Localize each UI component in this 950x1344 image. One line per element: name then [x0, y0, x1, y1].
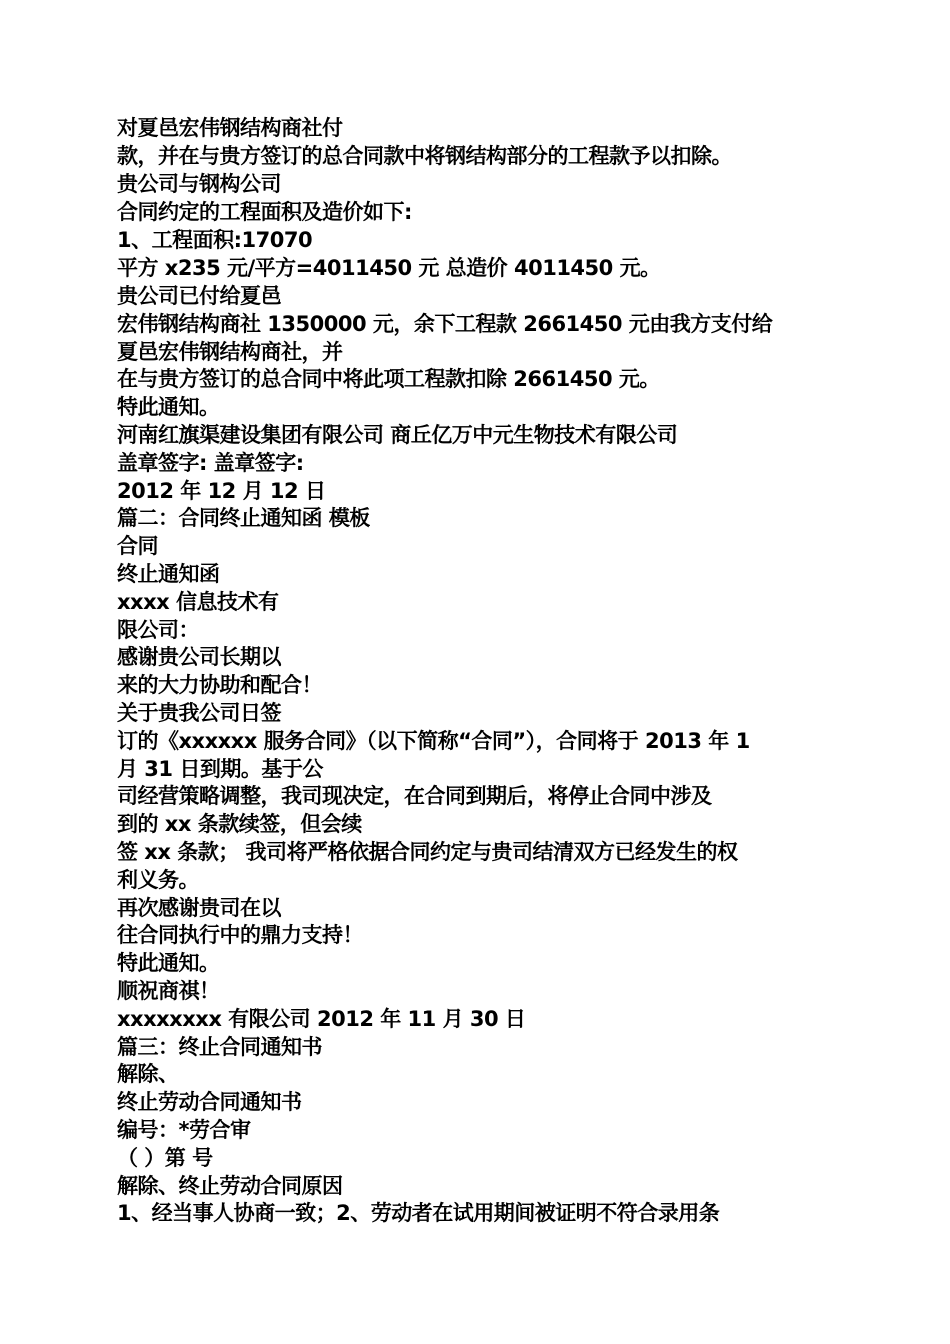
text-line: 解除、终止劳动合同原因 — [117, 1174, 343, 1198]
text-line: 宏伟钢结构商社 1350000 元，余下工程款 2661450 元由我方支付给 — [117, 312, 773, 336]
text-line: （ ）第 号 — [117, 1146, 213, 1170]
text-line: 往合同执行中的鼎力支持！ — [117, 923, 363, 947]
text-line: 感谢贵公司长期以 — [117, 645, 281, 669]
text-line: 到的 xx 条款续签，但会续 — [117, 812, 362, 836]
text-line: 夏邑宏伟钢结构商社，并 — [117, 340, 343, 364]
section-heading: 篇三：终止合同通知书 — [117, 1035, 322, 1059]
date-line: xxxxxxxx 有限公司 2012 年 11 月 30 日 — [117, 1007, 526, 1031]
text-line: 特此通知。 — [117, 395, 220, 419]
text-line: 终止通知函 — [117, 562, 220, 586]
text-line: 利义务。 — [117, 868, 199, 892]
text-line: 对夏邑宏伟钢结构商社付 — [117, 116, 343, 140]
text-line: 盖章签字: 盖章签字: — [117, 451, 304, 475]
text-line: 特此通知。 — [117, 951, 220, 975]
text-line: 1、工程面积:17070 — [117, 228, 313, 252]
text-line: 终止劳动合同通知书 — [117, 1090, 302, 1114]
text-line: 平方 x235 元/平方=4011450 元 总造价 4011450 元。 — [117, 256, 661, 280]
text-line: 合同 — [117, 534, 158, 558]
text-line: 在与贵方签订的总合同中将此项工程款扣除 2661450 元。 — [117, 367, 660, 391]
text-line: 1、经当事人协商一致；2、劳动者在试用期间被证明不符合录用条 — [117, 1201, 720, 1225]
text-line: 来的大力协助和配合！ — [117, 673, 322, 697]
text-line: 贵公司已付给夏邑 — [117, 284, 281, 308]
text-line: 月 31 日到期。基于公 — [117, 757, 323, 781]
text-line: 合同约定的工程面积及造价如下: — [117, 200, 412, 224]
text-line: 关于贵我公司日签 — [117, 701, 281, 725]
text-line: 签 xx 条款； 我司将严格依据合同约定与贵司结清双方已经发生的权 — [117, 840, 738, 864]
text-line: 订的《xxxxxx 服务合同》（以下简称“合同”），合同将于 2013 年 1 — [117, 729, 750, 753]
text-line: 限公司： — [117, 618, 199, 642]
text-line: 再次感谢贵司在以 — [117, 896, 281, 920]
section-heading: 篇二：合同终止通知函 模板 — [117, 506, 370, 530]
text-line: 顺祝商祺！ — [117, 979, 220, 1003]
text-line: 司经营策略调整，我司现决定，在合同到期后，将停止合同中涉及 — [117, 784, 712, 808]
text-line: xxxx 信息技术有 — [117, 590, 279, 614]
text-line: 解除、 — [117, 1062, 179, 1086]
date-line: 2012 年 12 月 12 日 — [117, 479, 326, 503]
text-line: 河南红旗渠建设集团有限公司 商丘亿万中元生物技术有限公司 — [117, 423, 678, 447]
text-line: 款，并在与贵方签订的总合同款中将钢结构部分的工程款予以扣除。 — [117, 144, 732, 168]
text-line: 编号：*劳合审 — [117, 1118, 251, 1142]
text-line: 贵公司与钢构公司 — [117, 172, 281, 196]
